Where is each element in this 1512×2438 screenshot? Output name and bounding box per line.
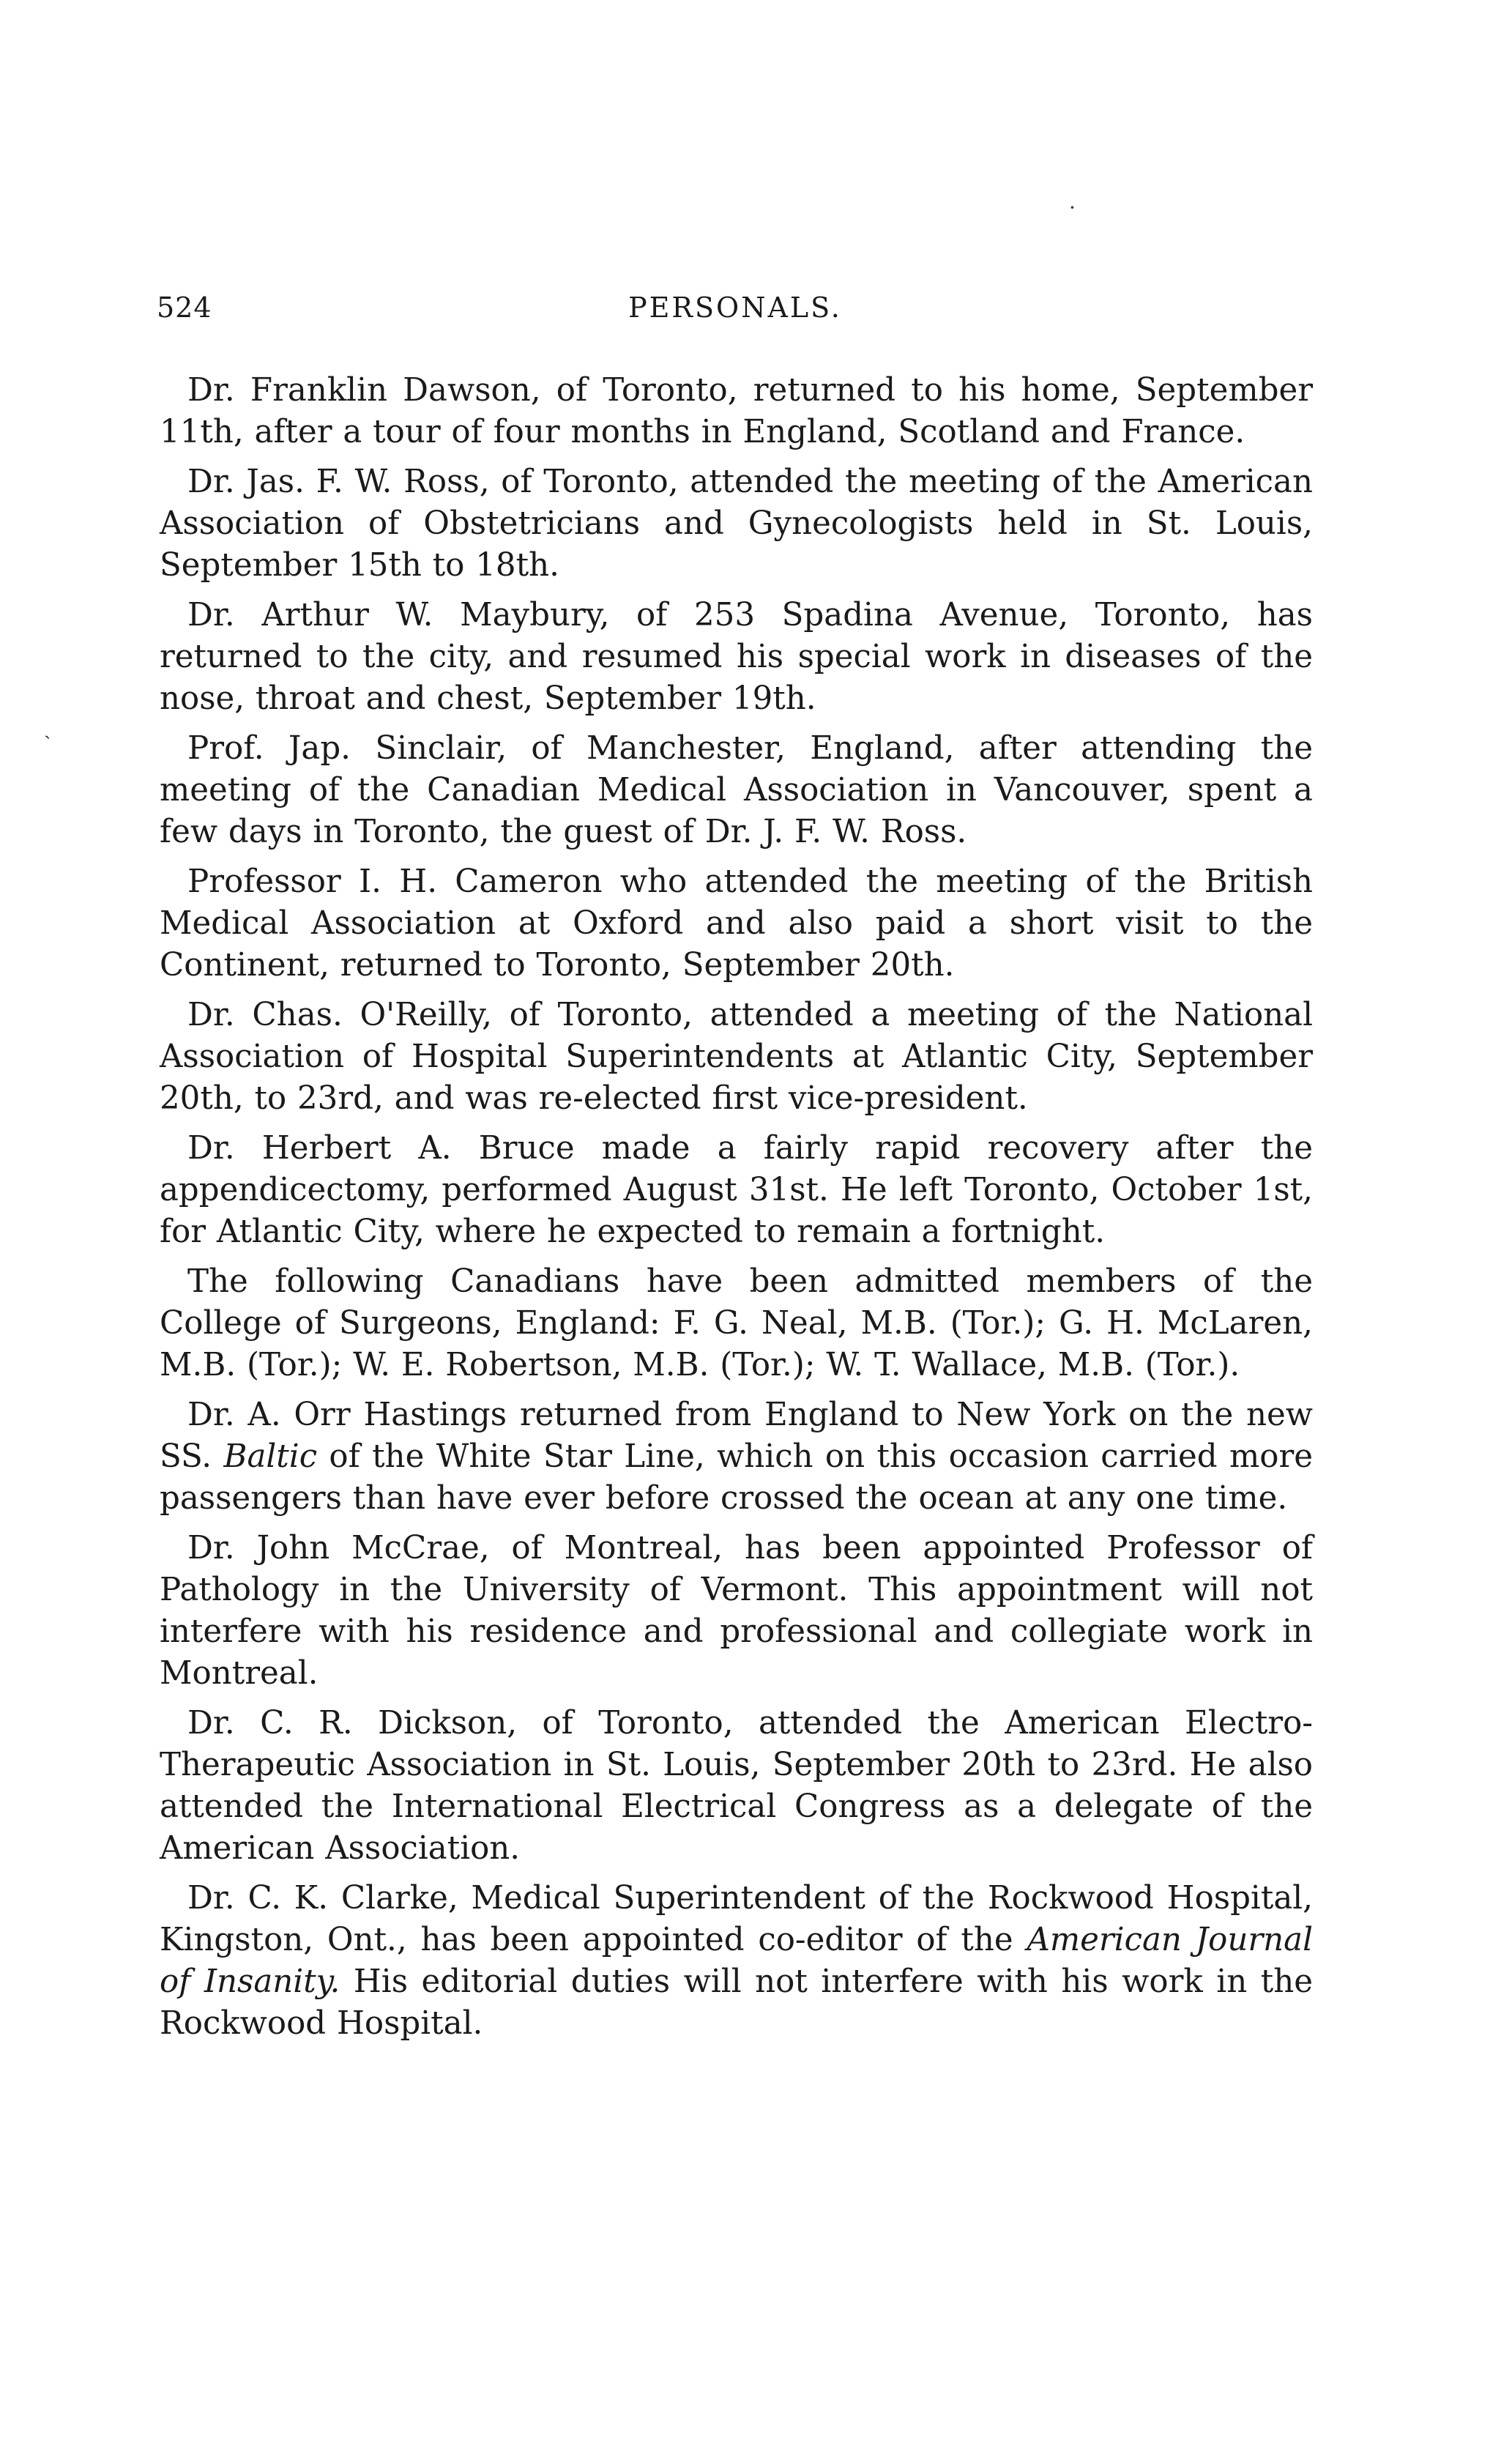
paragraph-bruce: Dr. Herbert A. Bruce made a fairly rapid recovery after the appendicectomy, performed August 31st. He left Toronto, October 1st, for Atlantic City, where he expected to remain a fortnight. (160, 1130, 1313, 1250)
paragraph-text: Dr. C. K. Clarke, Medical Superintendent of the Rockwood Hospital, Kingston, Ont., has been appointed co-editor of the (160, 1880, 1313, 1958)
paragraph-surgeons: The following Canadians have been admitted members of the College of Surgeons, England: F. G. Neal, M.B. (Tor.); G. H. McLaren, M.B. (Tor.); W. E. Robertson, M.B. (Tor.); W. T. Wallace, M.B. (Tor.). (160, 1263, 1313, 1383)
paragraph-sinclair: Prof. Jap. Sinclair, of Manchester, England, after attending the meeting of the Canadian Medical Association in Vancouver, spent a few days in Toronto, the guest of Dr. J. F. W. Ross. (160, 730, 1313, 850)
paragraph-text: His editorial duties will not interfere with his work in the Rockwood Hospital. (160, 1963, 1313, 2042)
ship-name: Baltic (223, 1438, 318, 1475)
paragraph-dawson: Dr. Franklin Dawson, of Toronto, returned to his home, September 11th, after a tour of four months in England, Scotland and France. (160, 372, 1313, 450)
paragraph-ross: Dr. Jas. F. W. Ross, of Toronto, attended the meeting of the American Association of Obstetricians and Gynecologists held in St. Louis, September 15th to 18th. (160, 464, 1313, 584)
article-body (160, 370, 1313, 2053)
paragraph-mccrae: Dr. John McCrae, of Montreal, has been appointed Professor of Pathology in the University of Vermont. This appointment will not interfere with his residence and professional and collegiate work in Montreal. (160, 1530, 1313, 1692)
page-number: 524 (157, 291, 212, 324)
paragraph-dickson: Dr. C. R. Dickson, of Toronto, attended the American Electro-Therapeutic Association in St. Louis, September 20th to 23rd. He also attended the International Electrical Congress as a delegate of the American Association. (160, 1705, 1313, 1867)
paragraph-text: of the White Star Line, which on this occasion carried more passengers than have ever before crossed the ocean at any one time. (160, 1438, 1313, 1517)
margin-mark: ˎ (44, 716, 51, 740)
paragraph-maybury: Dr. Arthur W. Maybury, of 253 Spadina Avenue, Toronto, has returned to the city, and resumed his special work in diseases of the nose, throat and chest, September 19th. (160, 597, 1313, 717)
paragraph-text: Dr. A. Orr Hastings returned from England to New York on the new SS. (160, 1397, 1313, 1475)
running-title: PERSONALS. (628, 291, 842, 324)
scan-speck: · (1069, 196, 1076, 220)
paragraph-hastings (160, 1394, 1313, 1520)
page-header (157, 291, 1314, 335)
journal-title: American Journal of Insanity. (160, 1922, 1313, 2000)
paragraph-cameron: Professor I. H. Cameron who attended the meeting of the British Medical Association at Oxford and also paid a short visit to the Continent, returned to Toronto, September 20th. (160, 863, 1313, 984)
paragraph-oreilly: Dr. Chas. O'Reilly, of Toronto, attended a meeting of the National Association of Hospital Superintendents at Atlantic City, September 20th, to 23rd, and was re-elected first vice-president. (160, 997, 1313, 1117)
paragraph-clarke (160, 1878, 1313, 2045)
